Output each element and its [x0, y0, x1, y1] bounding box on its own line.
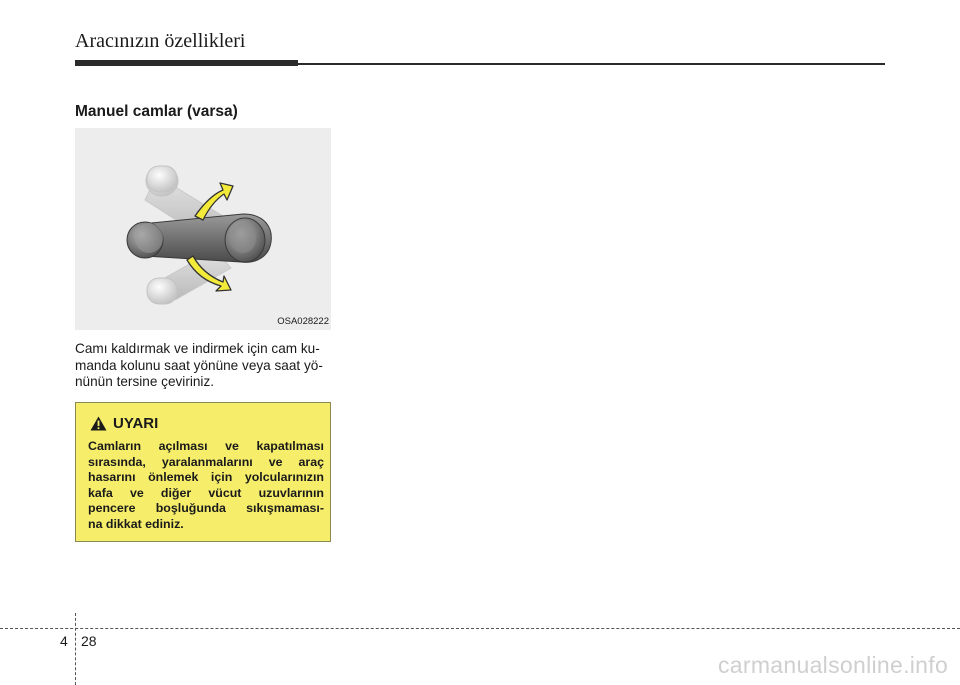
warning-text: [88, 439, 324, 533]
footer-rule-vertical: [75, 613, 76, 685]
instruction-line: manda kolunu saat yönüne veya saat yö-: [75, 357, 323, 373]
chapter-number: 4: [60, 633, 68, 649]
warning-box: [75, 402, 331, 542]
header-rule-thick: [75, 60, 298, 66]
instruction-line: Camı kaldırmak ve indirmek için cam ku-: [75, 341, 320, 356]
warning-line: sırasında, yaralanmalarını ve araç: [88, 454, 324, 469]
warning-header: [90, 415, 158, 432]
warning-line: hasarını önlemek için yolcularınızın: [88, 470, 324, 485]
instruction-text: [75, 341, 332, 391]
warning-title: UYARI: [113, 415, 159, 432]
warning-line: pencere boşluğunda sıkışmaması-: [88, 501, 324, 516]
window-crank-figure: [75, 128, 331, 330]
warning-line: na dikkat ediniz.: [88, 516, 184, 531]
figure-code: OSA028222: [277, 316, 329, 327]
page-number: 28: [81, 633, 97, 649]
warning-line: kafa ve diğer vücut uzuvlarının: [88, 485, 324, 500]
header-rule-thin: [298, 63, 885, 65]
warning-triangle-icon: [90, 416, 107, 431]
section-heading: Manuel camlar (varsa): [75, 103, 238, 120]
warning-line: Camların açılması ve kapatılması: [88, 439, 324, 453]
crank-handle-main: [127, 214, 271, 262]
instruction-line: nünün tersine çeviriniz.: [75, 374, 215, 389]
footer-rule-horizontal: [0, 628, 960, 629]
page-header-title: Aracınızın özellikleri: [75, 30, 246, 52]
window-crank-illustration: [75, 128, 331, 330]
watermark: carmanualsonline.info: [718, 652, 949, 678]
